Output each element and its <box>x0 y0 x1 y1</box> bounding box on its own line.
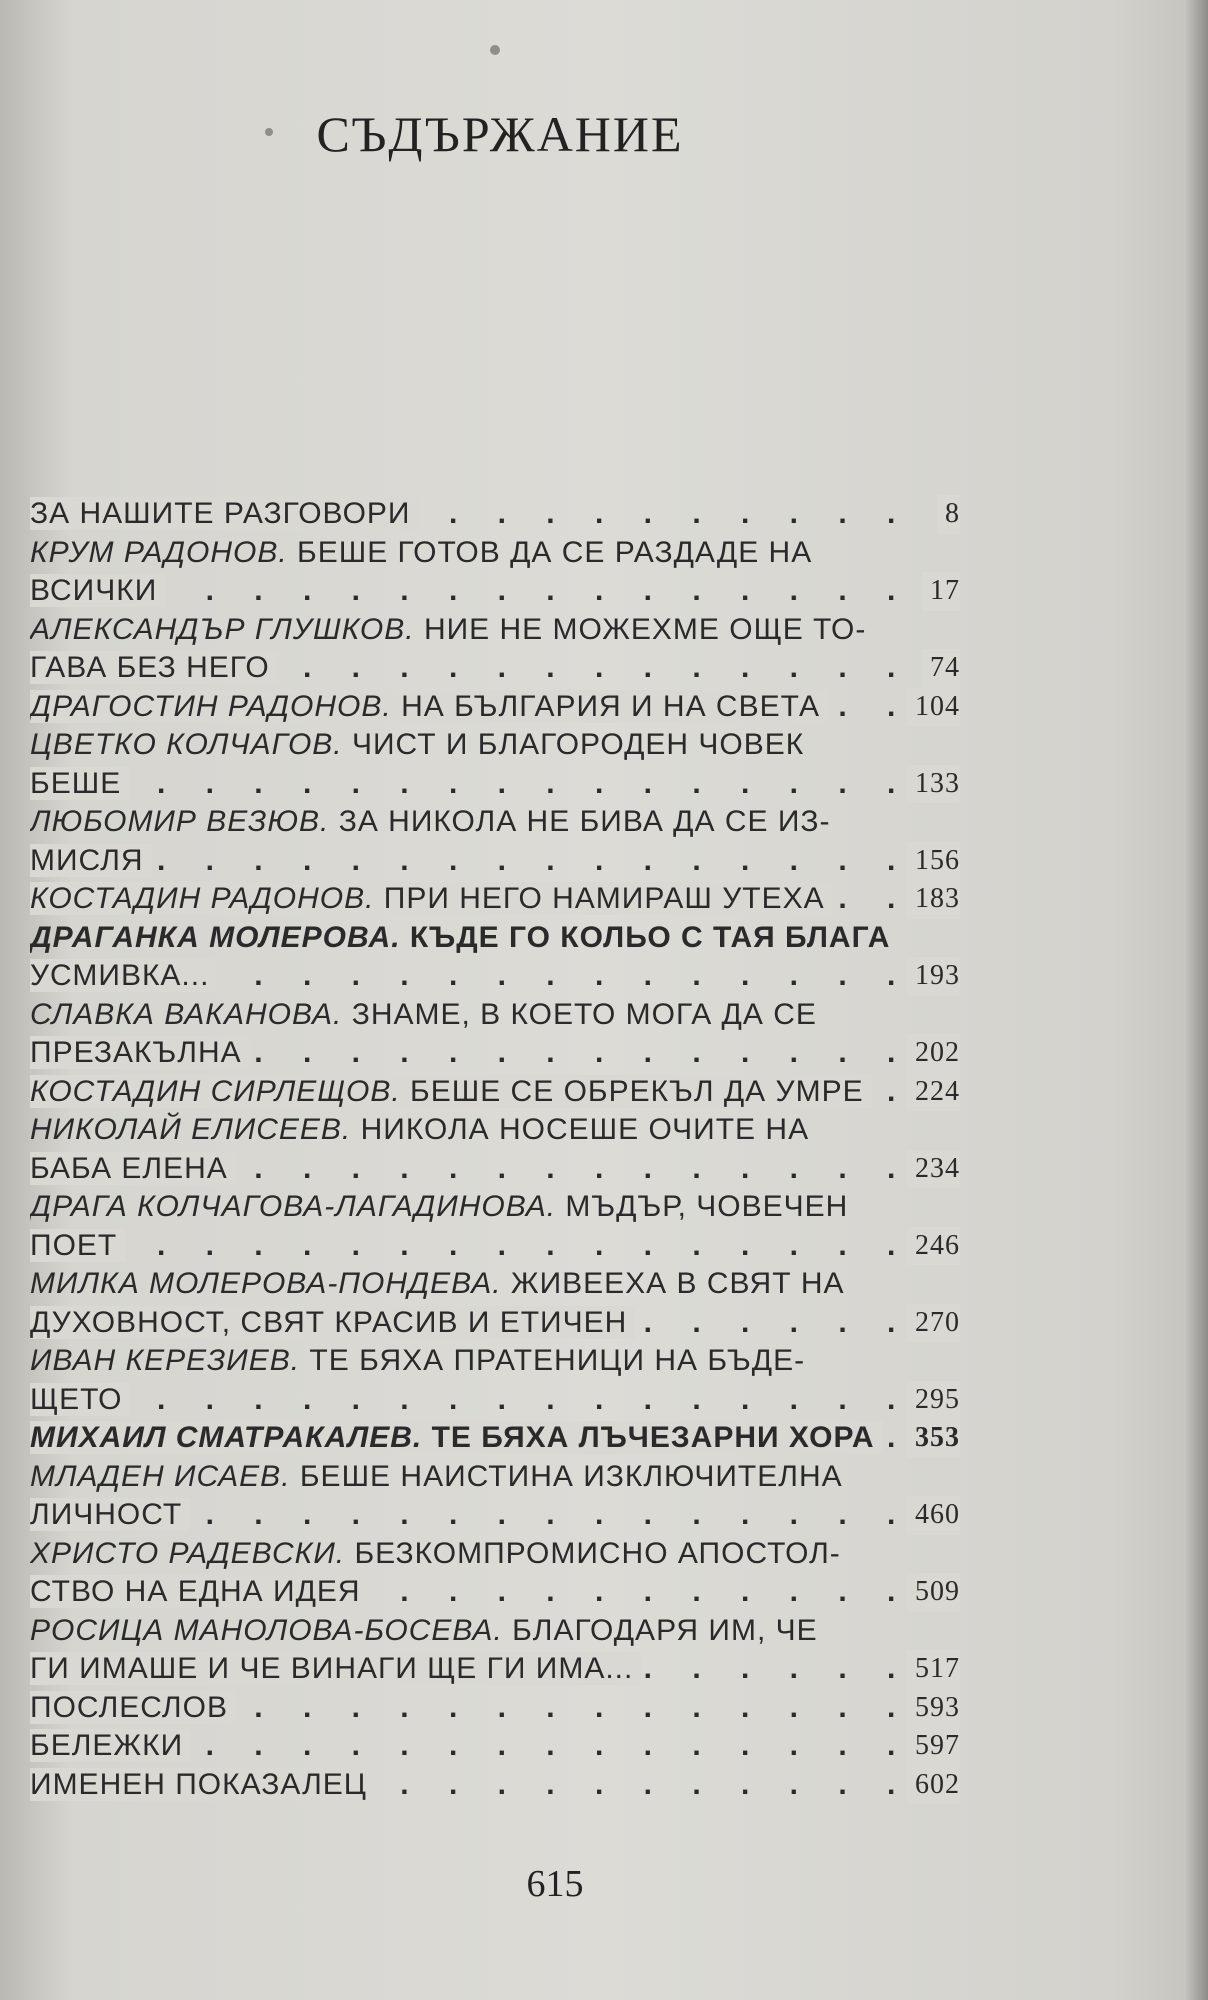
toc-line <box>30 1265 1080 1304</box>
toc-line <box>30 1111 1080 1150</box>
toc-author: КОСТАДИН СИРЛЕЩОВ. <box>30 1074 401 1108</box>
toc-page-number: 246 <box>907 1227 960 1266</box>
toc-line <box>30 1304 1080 1343</box>
toc-author: ДРАГАНКА МОЛЕРОВА. <box>30 920 401 954</box>
toc-title: КЪДЕ ГО КОЛЬО С ТАЯ БЛАГА <box>400 920 891 954</box>
toc-author: РОСИЦА МАНОЛОВА-БОСЕВА. <box>30 1613 503 1647</box>
toc-line <box>30 726 1080 765</box>
toc-author: КОСТАДИН РАДОНОВ. <box>30 882 375 915</box>
toc-line <box>30 1573 1080 1612</box>
toc-page-number: 202 <box>907 1034 960 1073</box>
toc-title: ВСИЧКИ <box>30 574 158 607</box>
paper-speck <box>490 45 500 55</box>
toc-title: СТВО НА ЕДНА ИДЕЯ <box>30 1575 361 1608</box>
toc-entry-text <box>30 497 418 530</box>
toc-line <box>30 495 1080 534</box>
toc-line <box>30 1650 1080 1689</box>
toc-title: ЧИСТ И БЛАГОРОДЕН ЧОВЕК <box>342 728 805 761</box>
toc-author: ЦВЕТКО КОЛЧАГОВ. <box>30 728 343 761</box>
page-title: СЪДЪРЖАНИЕ <box>316 106 684 162</box>
toc-entry-text <box>30 690 828 723</box>
toc-title: НИКОЛА НОСЕШЕ ОЧИТЕ НА <box>351 1113 810 1146</box>
toc-entry-text <box>30 1537 849 1570</box>
toc-line <box>30 1188 1080 1227</box>
toc-entry-text <box>30 1075 872 1108</box>
toc-entry-text <box>30 1768 375 1801</box>
toc-page-number: 295 <box>907 1381 960 1420</box>
toc-entry-text <box>30 574 165 607</box>
toc-entry-text <box>30 1190 856 1223</box>
toc-author: КРУМ РАДОНОВ. <box>30 535 288 569</box>
page-edge-shadow <box>1184 0 1208 2000</box>
toc-author: ДРАГА КОЛЧАГОВА-ЛАГАДИНОВА. <box>30 1190 557 1223</box>
toc-line <box>30 534 1080 573</box>
toc-page-number: 104 <box>907 688 960 727</box>
toc-entry-text <box>30 1344 813 1377</box>
toc-title: МИСЛЯ <box>30 843 144 877</box>
toc-title: ЗА НИКОЛА НЕ БИВА ДА СЕ ИЗ- <box>329 805 831 838</box>
toc-line <box>30 1419 1080 1458</box>
toc-title: БЛАГОДАРЯ ИМ, ЧЕ <box>502 1613 818 1647</box>
toc-entry-text <box>30 728 812 761</box>
toc-line <box>30 649 1080 688</box>
toc-entry-text <box>30 613 874 646</box>
toc-title: ИМЕНЕН ПОКАЗАЛЕЦ <box>30 1767 367 1801</box>
toc-line <box>30 803 1080 842</box>
toc-page-number: 74 <box>922 649 960 688</box>
toc-entry-text <box>30 1383 130 1416</box>
toc-entry-text <box>30 1421 883 1454</box>
toc-entry-text <box>30 1152 236 1185</box>
toc-entry-text <box>30 1306 635 1339</box>
toc-entry-text <box>30 1229 125 1262</box>
toc-line <box>30 1727 1080 1766</box>
toc-entry-text <box>30 1575 369 1608</box>
toc-entry-text <box>30 536 820 569</box>
toc-entry-text <box>30 1652 641 1685</box>
toc-entry-text <box>30 921 898 954</box>
toc-page-number: 17 <box>922 572 960 611</box>
table-of-contents <box>30 495 1080 1804</box>
toc-line <box>30 1227 1080 1266</box>
toc-line <box>30 1496 1080 1535</box>
toc-page-number: 224 <box>907 1073 960 1112</box>
toc-page-number: 8 <box>937 495 960 534</box>
toc-line <box>30 1535 1080 1574</box>
toc-entry-text <box>30 959 217 992</box>
toc-title: ПРИ НЕГО НАМИРАШ УТЕХА <box>374 882 825 915</box>
toc-title: ГИ ИМАШЕ И ЧЕ ВИНАГИ ЩЕ ГИ ИМА... <box>30 1652 634 1685</box>
toc-author: ДРАГОСТИН РАДОНОВ. <box>30 689 392 723</box>
toc-entry-text <box>30 651 278 684</box>
toc-line <box>30 1034 1080 1073</box>
toc-author: МЛАДЕН ИСАЕВ. <box>30 1459 291 1493</box>
toc-author: ИВАН КЕРЕЗИЕВ. <box>30 1344 301 1377</box>
toc-entry-text <box>30 1691 236 1724</box>
toc-line <box>30 842 1080 881</box>
toc-title: БЕШЕ ГОТОВ ДА СЕ РАЗДАДЕ НА <box>287 535 813 569</box>
toc-page-number: 602 <box>907 1766 960 1805</box>
toc-title: ДУХОВНОСТ, СВЯТ КРАСИВ И ЕТИЧЕН <box>30 1305 628 1339</box>
toc-title: ЗА НАШИТЕ РАЗГОВОРИ <box>30 497 411 530</box>
toc-title: ЛИЧНОСТ <box>30 1498 183 1531</box>
toc-author: ХРИСТО РАДЕВСКИ. <box>30 1536 346 1570</box>
toc-line <box>30 1150 1080 1189</box>
toc-line <box>30 996 1080 1035</box>
toc-line <box>30 880 1080 919</box>
toc-entry-text <box>30 767 129 800</box>
toc-title: ГАВА БЕЗ НЕГО <box>30 651 270 684</box>
toc-title: БЕЗКОМПРОМИСНО АПОСТОЛ- <box>345 1536 841 1570</box>
toc-title: МЪДЪР, ЧОВЕЧЕН <box>556 1190 849 1223</box>
toc-page-number: 593 <box>907 1689 960 1728</box>
toc-line <box>30 1766 1080 1805</box>
toc-entry-text <box>30 1614 826 1647</box>
toc-line <box>30 1073 1080 1112</box>
toc-title: ТЕ БЯХА ПРАТЕНИЦИ НА БЪДЕ- <box>300 1344 806 1377</box>
toc-entry-text <box>30 998 825 1031</box>
toc-title: БЕШЕ СЕ ОБРЕКЪЛ ДА УМРЕ <box>400 1074 864 1108</box>
toc-entry-text <box>30 1498 190 1531</box>
toc-title: БЕШЕ НАИСТИНА ИЗКЛЮЧИТЕЛНА <box>290 1459 843 1493</box>
toc-page-number: 270 <box>907 1304 960 1343</box>
toc-line <box>30 1689 1080 1728</box>
toc-line <box>30 1458 1080 1497</box>
toc-author: АЛЕКСАНДЪР ГЛУШКОВ. <box>30 612 415 646</box>
toc-title: ПОСЛЕСЛОВ <box>30 1690 228 1724</box>
toc-entry-text <box>30 844 152 877</box>
toc-entry-text <box>30 882 833 915</box>
toc-page-number: 133 <box>907 765 960 804</box>
toc-line <box>30 611 1080 650</box>
toc-line <box>30 957 1080 996</box>
toc-page-number: 353 <box>907 1419 960 1458</box>
toc-title: ЗНАМЕ, В КОЕТО МОГА ДА СЕ <box>342 997 817 1031</box>
toc-title: ПРЕЗАКЪЛНА <box>30 1036 242 1069</box>
toc-entry-text <box>30 805 839 838</box>
toc-title: ЩЕТО <box>30 1382 123 1416</box>
toc-title: ПОЕТ <box>30 1228 118 1262</box>
toc-author: СЛАВКА ВАКАНОВА. <box>30 997 343 1031</box>
toc-title: БЕЛЕЖКИ <box>30 1729 184 1762</box>
toc-title: ЖИВЕЕХА В СВЯТ НА <box>501 1267 845 1300</box>
toc-entry-text <box>30 1113 817 1146</box>
toc-entry-text <box>30 1036 250 1069</box>
toc-author: НИКОЛАЙ ЕЛИСЕЕВ. <box>30 1113 352 1146</box>
toc-title: ТЕ БЯХА ЛЪЧЕЗАРНИ ХОРА <box>422 1421 875 1454</box>
toc-line <box>30 1381 1080 1420</box>
toc-line <box>30 919 1080 958</box>
toc-page-number: 183 <box>907 880 960 919</box>
toc-entry-text <box>30 1729 191 1762</box>
toc-author: МИХАИЛ СМАТРАКАЛЕВ. <box>30 1421 423 1454</box>
toc-title: НИЕ НЕ МОЖЕХМЕ ОЩЕ ТО- <box>414 612 867 646</box>
toc-page-number: 193 <box>907 957 960 996</box>
toc-page-number: 234 <box>907 1150 960 1189</box>
toc-title: БЕШЕ <box>30 766 122 800</box>
toc-title: УСМИВКА... <box>30 959 210 992</box>
toc-page-number: 156 <box>907 842 960 881</box>
toc-page-number: 460 <box>907 1496 960 1535</box>
toc-page-number: 597 <box>907 1727 960 1766</box>
toc-author: МИЛКА МОЛЕРОВА-ПОНДЕВА. <box>30 1267 502 1300</box>
toc-line <box>30 1342 1080 1381</box>
toc-page-number: 509 <box>907 1573 960 1612</box>
toc-title: БАБА ЕЛЕНА <box>30 1151 228 1185</box>
toc-entry-text <box>30 1460 851 1493</box>
toc-entry-text <box>30 1267 853 1300</box>
toc-line <box>30 572 1080 611</box>
toc-title: НА БЪЛГАРИЯ И НА СВЕТА <box>391 689 820 723</box>
page-number: 615 <box>526 1863 584 1905</box>
toc-page-number: 517 <box>907 1650 960 1689</box>
toc-line <box>30 765 1080 804</box>
toc-line <box>30 688 1080 727</box>
toc-line <box>30 1612 1080 1651</box>
toc-author: ЛЮБОМИР ВЕЗЮВ. <box>30 805 330 838</box>
